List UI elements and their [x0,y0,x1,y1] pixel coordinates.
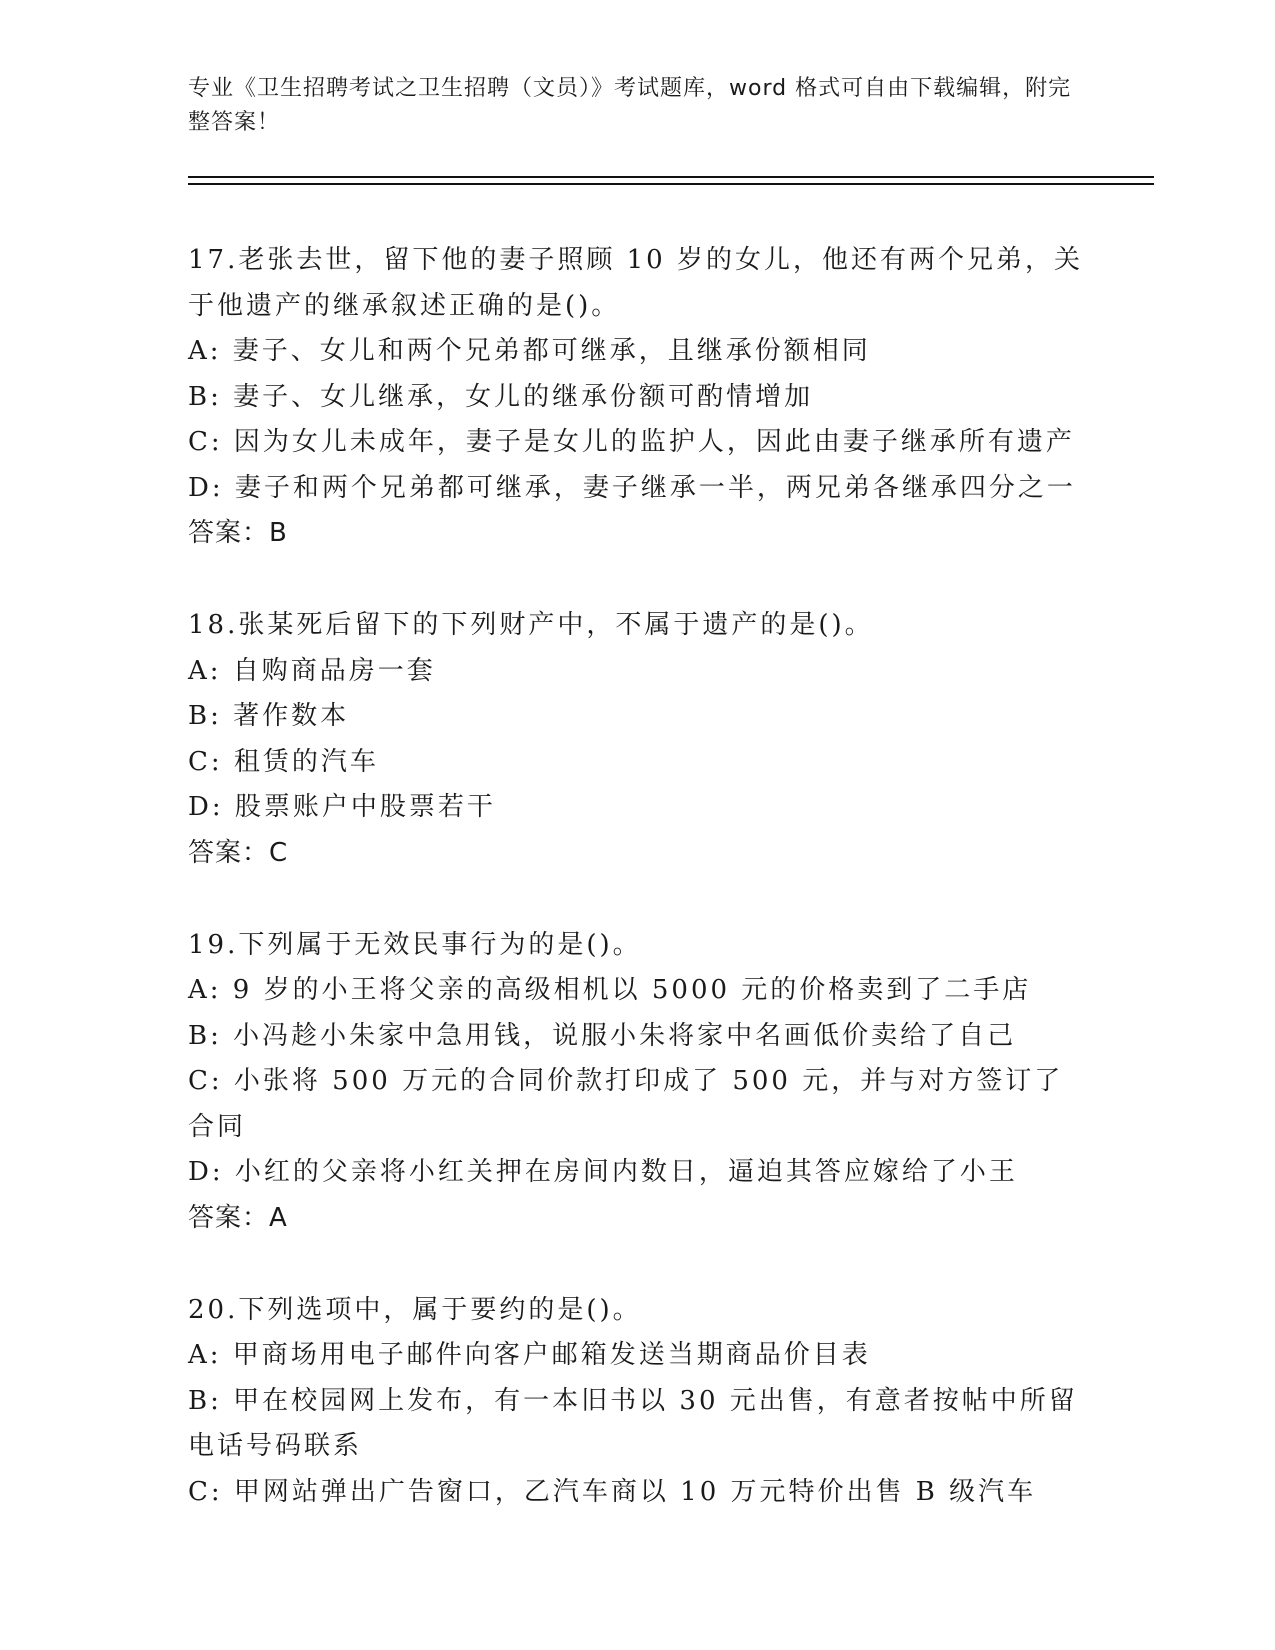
option-b: B: 妻子、女儿继承，女儿的继承份额可酌情增加 [188,381,814,412]
option-a: A: 自购商品房一套 [188,655,436,686]
header-rule-bottom [188,183,1154,185]
option-b: B: 著作数本 [188,701,350,731]
answer-line: 答案：A [188,1202,288,1233]
option-d: D: 妻子和两个兄弟都可继承，妻子继承一半，两兄弟各继承四分之一 [188,472,1076,503]
answer-line: 答案：C [188,837,289,868]
question-stem: 18.张某死后留下的下列财产中，不属于遗产的是()。 [188,610,874,640]
document-header: 专业《卫生招聘考试之卫生招聘（文员）》考试题库，word 格式可自由下载编辑，附完整答案！ [188,76,1072,135]
option-a: A: 甲商场用电子邮件向客户邮箱发送当期商品价目表 [188,1340,871,1370]
option-c: C: 因为女儿未成年，妻子是女儿的监护人，因此由妻子继承所有遗产 [188,427,1075,457]
option-b: B: 甲在校园网上发布，有一本旧书以 30 元出售，有意者按帖中所留电话号码联系 [188,1385,1078,1461]
option-c: C: 小张将 500 万元的合同价款打印成了 500 元，并与对方签订了合同 [188,1066,1064,1142]
option-a: A: 9 岁的小王将父亲的高级相机以 5000 元的价格卖到了二手店 [188,975,1032,1005]
answer-line: 答案：B [188,518,288,548]
question-stem: 17.老张去世，留下他的妻子照顾 10 岁的女儿，他还有两个兄弟，关于他遗产的继承叙述正确的是()。 [188,245,1083,321]
option-d: D: 小红的父亲将小红关押在房间内数日，逼迫其答应嫁给了小王 [188,1157,1018,1187]
option-d: D: 股票账户中股票若干 [188,792,496,822]
option-c: C: 租赁的汽车 [188,746,379,777]
option-c: C: 甲网站弹出广告窗口，乙汽车商以 10 万元特价出售 B 级汽车 [188,1476,1037,1507]
question-19 [188,923,1088,1242]
option-b: B: 小冯趁小朱家中急用钱，说服小朱将家中名画低价卖给了自己 [188,1020,1017,1051]
question-stem: 20.下列选项中，属于要约的是()。 [188,1294,642,1325]
question-18 [188,603,1088,877]
question-list [188,238,1088,1561]
question-stem: 19.下列属于无效民事行为的是()。 [188,929,642,960]
option-a: A: 妻子、女儿和两个兄弟都可继承，且继承份额相同 [188,336,871,366]
question-17 [188,238,1088,557]
header-rule-top [188,176,1154,178]
question-20 [188,1288,1088,1516]
